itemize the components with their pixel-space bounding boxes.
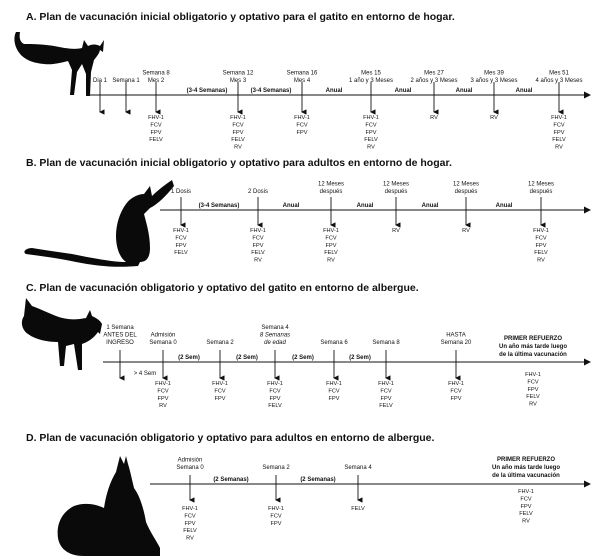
vaccine-label-d-2: FELV: [351, 506, 365, 512]
vaccine-label-c-4: FCV: [328, 388, 340, 395]
vaccine-label-a-5: FPV: [365, 129, 377, 136]
interval-label-b-2: Anual: [356, 203, 374, 209]
vaccine-label-c-5: FELV: [379, 403, 393, 410]
timepoint-label-d-0: Semana 0: [176, 465, 204, 471]
vaccine-label-a-8: RV: [555, 144, 563, 151]
timepoint-label-b-4: 12 Meses: [452, 181, 480, 188]
vaccine-label-c-1: RV: [159, 403, 167, 410]
interval-label-c-1: (2 Sem): [236, 355, 258, 361]
booster-vaccine-d: RV: [522, 518, 530, 525]
booster-vaccine-d: FPV: [520, 503, 532, 510]
interval-label-c-3: (2 Sem): [349, 355, 371, 361]
vaccine-label-c-2: FPV: [214, 395, 226, 402]
timepoint-label-a-2: Mes 2: [147, 78, 165, 84]
vaccine-label-d-0: FELV: [183, 528, 197, 535]
timepoint-label-a-3: Mes 3: [229, 78, 247, 84]
vaccine-label-a-4: FPV: [296, 129, 308, 136]
timepoint-label-c-3: 8 Semanas: [259, 332, 291, 339]
cat-walking-icon: [22, 298, 102, 370]
booster-vaccine-c: RV: [529, 401, 537, 408]
cat-sitting-icon: [58, 456, 160, 556]
interval-label-a-2: Anual: [325, 88, 343, 94]
vaccine-label-c-6: FPV: [450, 395, 462, 402]
timepoint-label-b-2: 12 Meses: [317, 181, 345, 188]
vaccine-label-c-3: FPV: [269, 395, 281, 402]
booster-vaccine-c: FELV: [526, 394, 540, 401]
vaccine-label-c-4: FPV: [328, 395, 340, 402]
vaccine-label-d-0: FPV: [184, 520, 196, 527]
vaccine-label-b-5: FPV: [535, 242, 547, 249]
vaccine-label-b-0: FELV: [174, 250, 188, 257]
timepoint-label-a-6: 2 años y 3 Meses: [410, 78, 458, 84]
interval-label-b-4: Anual: [495, 203, 513, 209]
vaccine-label-d-0: FHV-1: [182, 506, 198, 512]
vaccine-label-a-8: FCV: [553, 122, 565, 129]
booster-vaccine-c: FHV-1: [525, 372, 541, 378]
timepoint-label-a-0: Dia 1: [92, 78, 108, 84]
section-d-title: D. Plan de vacunación obligatorio y optativo para adultos en entorno de albergue.: [26, 432, 435, 444]
interval-label-b-0: (3-4 Semanas): [198, 203, 240, 209]
interval-label-d-1: (2 Semanas): [300, 477, 336, 483]
timepoint-label-d-0: Admisión: [177, 457, 203, 464]
booster-vaccine-d: FCV: [520, 496, 532, 503]
vaccine-label-d-1: FCV: [270, 513, 282, 520]
vaccine-label-c-5: FHV-1: [378, 381, 394, 387]
vaccine-label-b-5: FELV: [534, 250, 548, 257]
vaccine-label-c-3: FCV: [269, 388, 281, 395]
interval-label-c-0: (2 Sem): [178, 355, 200, 361]
vaccine-label-b-3: RV: [392, 228, 400, 234]
vaccine-label-c-3: FHV-1: [267, 381, 283, 387]
timepoint-label-b-3: después: [384, 189, 408, 195]
timepoint-label-c-3: de edad: [264, 340, 286, 346]
vaccine-label-a-8: FHV-1: [551, 115, 567, 121]
booster-vaccine-d: FELV: [519, 511, 533, 518]
interval-label-a-3: Anual: [394, 88, 412, 94]
timepoint-label-b-1: 2 Dosis: [247, 189, 269, 195]
timepoint-label-a-8: 4 años y 3 Meses: [535, 78, 583, 84]
interval-label-a-5: Anual: [515, 88, 533, 94]
vaccine-label-b-1: RV: [254, 257, 262, 264]
vaccine-label-b-1: FPV: [252, 242, 264, 249]
vaccine-label-d-0: RV: [186, 535, 194, 542]
timepoint-label-a-3: Semana 12: [222, 70, 254, 77]
booster-note-d: de la última vacunación: [492, 473, 560, 479]
interval-label-a-0: (3-4 Semanas): [186, 88, 228, 94]
interval-label-b-3: Anual: [421, 203, 439, 209]
timepoint-label-d-1: Semana 2: [262, 465, 290, 471]
vaccine-label-b-5: FHV-1: [533, 228, 549, 234]
timepoint-label-a-2: Semana 8: [142, 70, 170, 77]
vaccine-label-b-1: FCV: [252, 235, 264, 242]
vaccine-label-a-3: FPV: [232, 129, 244, 136]
vaccine-label-c-6: FHV-1: [448, 381, 464, 387]
vaccine-label-a-2: FELV: [149, 137, 163, 144]
timepoint-label-a-8: Mes 51: [549, 70, 569, 77]
vaccine-label-b-2: RV: [327, 257, 335, 264]
vaccine-label-a-2: FPV: [150, 129, 162, 136]
booster-note-c: de la última vacunación: [499, 352, 567, 358]
vaccine-label-a-5: FHV-1: [363, 115, 379, 121]
timepoint-label-a-4: Mes 4: [293, 78, 311, 84]
vaccine-label-a-3: FELV: [231, 137, 245, 144]
timepoint-label-c-0: INGRESO: [106, 340, 134, 346]
timepoint-label-b-2: después: [319, 189, 343, 195]
vaccine-label-a-5: FCV: [365, 122, 377, 129]
vaccine-label-b-1: FHV-1: [250, 228, 266, 234]
timepoint-label-a-4: Semana 16: [286, 70, 318, 77]
booster-vaccine-d: FHV-1: [518, 489, 534, 495]
vaccine-label-d-1: FPV: [270, 520, 282, 527]
vaccine-label-c-5: FPV: [380, 395, 392, 402]
timepoint-label-a-7: 3 años y 3 Meses: [470, 78, 518, 84]
section-a-title: A. Plan de vacunación inicial obligatorio y optativo para el gatito en entorno de hogar.: [26, 11, 455, 23]
timepoint-label-a-5: 1 año y 3 Meses: [348, 78, 394, 84]
vaccine-label-d-1: FHV-1: [268, 506, 284, 512]
booster-note-d: Un año más tarde luego: [491, 465, 561, 471]
vaccine-label-b-2: FHV-1: [323, 228, 339, 234]
vaccine-label-b-0: FHV-1: [173, 228, 189, 234]
timepoint-label-b-4: después: [454, 189, 478, 195]
vaccine-label-b-5: FCV: [535, 235, 547, 242]
vaccine-label-a-6: RV: [430, 115, 438, 121]
timepoint-label-c-1: Admisión: [150, 332, 176, 339]
timepoint-label-a-7: Mes 39: [484, 70, 504, 77]
vaccine-label-c-1: FHV-1: [155, 381, 171, 387]
booster-title-d: PRIMER REFUERZO: [496, 457, 556, 463]
vaccine-label-b-0: FPV: [175, 242, 187, 249]
timepoint-label-b-3: 12 Meses: [382, 181, 410, 188]
vaccine-label-a-3: FHV-1: [230, 115, 246, 121]
interval-label-a-4: Anual: [455, 88, 473, 94]
interval-label-b-1: Anual: [282, 203, 300, 209]
timepoint-label-c-3: Semana 4: [261, 325, 289, 331]
cat-standing-icon: [14, 32, 104, 96]
timepoint-label-b-0: 1 Dosis: [170, 189, 192, 195]
timepoint-label-b-5: 12 Meses: [527, 181, 555, 188]
section-c-title: C. Plan de vacunación obligatorio y optativo del gatito en entorno de albergue.: [26, 282, 419, 294]
interval-label-c-2: (2 Sem): [292, 355, 314, 361]
timepoint-label-c-5: Semana 8: [372, 340, 400, 346]
vaccine-label-c-2: FHV-1: [212, 381, 228, 387]
timepoint-label-b-5: después: [529, 189, 553, 195]
timepoint-label-c-4: Semana 6: [320, 340, 348, 346]
vaccine-label-a-8: FELV: [552, 137, 566, 144]
interval-label-a-1: (3-4 Semanas): [250, 88, 292, 94]
timepoint-label-c-6: HASTA: [446, 332, 466, 339]
vaccine-label-a-7: RV: [490, 115, 498, 121]
interval-label-d-0: (2 Semanas): [213, 477, 249, 483]
cat-reaching-icon: [24, 180, 174, 267]
vaccine-label-a-2: FCV: [150, 122, 162, 129]
timepoint-label-a-1: Semana 1: [112, 78, 140, 84]
vaccine-label-a-8: FPV: [553, 129, 565, 136]
timepoint-label-a-6: Mes 27: [424, 70, 444, 77]
vaccine-label-b-2: FELV: [324, 250, 338, 257]
vaccine-label-a-4: FHV-1: [294, 115, 310, 121]
timepoint-label-c-6: Semana 20: [440, 340, 472, 346]
timepoint-label-d-2: Semana 4: [344, 465, 372, 471]
vaccine-label-b-2: FPV: [325, 242, 337, 249]
vaccine-label-c-2: FCV: [214, 388, 226, 395]
booster-vaccine-c: FPV: [527, 386, 539, 393]
vaccine-label-c-3: FELV: [268, 403, 282, 410]
booster-title-c: PRIMER REFUERZO: [503, 336, 563, 342]
timepoint-label-c-2: Semana 2: [206, 340, 234, 346]
vaccine-label-a-4: FCV: [296, 122, 308, 129]
vaccine-label-c-1: FCV: [157, 388, 169, 395]
vaccine-label-c-1: FPV: [157, 395, 169, 402]
vaccine-label-b-2: FCV: [325, 235, 337, 242]
section-b-title: B. Plan de vacunación inicial obligatorio y optativo para adultos en entorno de hogar.: [26, 157, 452, 169]
vaccine-label-a-5: FELV: [364, 137, 378, 144]
vaccine-label-a-3: FCV: [232, 122, 244, 129]
timepoint-note-c-1: > 4 Sem: [133, 371, 157, 377]
vaccine-label-d-0: FCV: [184, 513, 196, 520]
vaccine-label-a-5: RV: [367, 144, 375, 151]
booster-note-c: Un año más tarde luego: [498, 344, 568, 350]
vaccine-label-a-3: RV: [234, 144, 242, 151]
vaccine-label-b-1: FELV: [251, 250, 265, 257]
vaccine-label-c-5: FCV: [380, 388, 392, 395]
vaccine-label-c-4: FHV-1: [326, 381, 342, 387]
vaccine-label-b-0: FCV: [175, 235, 187, 242]
timepoint-label-c-1: Semana 0: [149, 340, 177, 346]
timepoint-label-c-0: 1 Semana: [106, 325, 134, 331]
vaccine-label-b-5: RV: [537, 257, 545, 264]
timepoint-label-a-5: Mes 15: [361, 70, 381, 77]
vaccine-label-b-4: RV: [462, 228, 470, 234]
vaccine-label-a-2: FHV-1: [148, 115, 164, 121]
timepoint-label-c-0: ANTES DEL: [103, 332, 137, 339]
vaccine-label-c-6: FCV: [450, 388, 462, 395]
booster-vaccine-c: FCV: [527, 379, 539, 386]
